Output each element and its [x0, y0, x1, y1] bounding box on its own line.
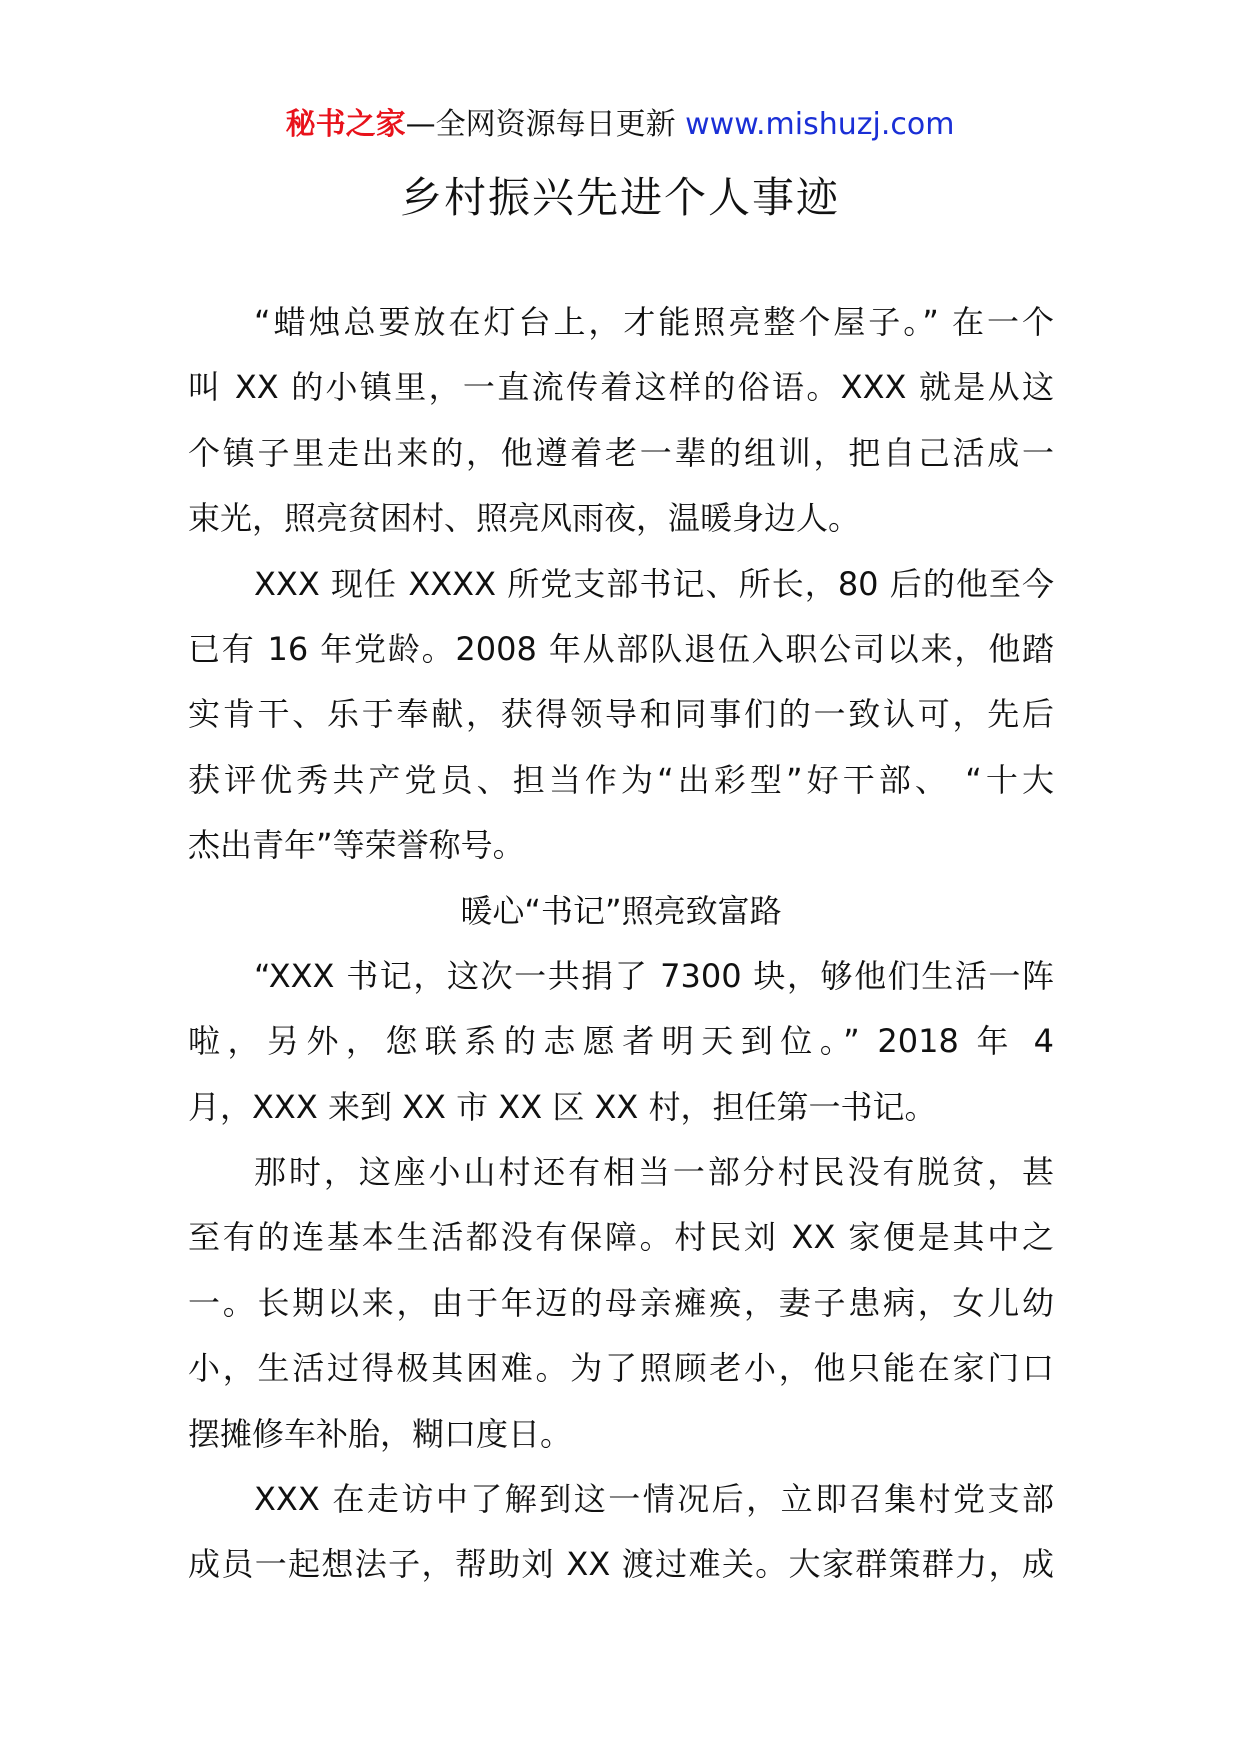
paragraph-line: 获评优秀共产党员、担当作为“出彩型”好干部、 “十大 — [188, 760, 1054, 799]
document-body — [188, 290, 1054, 1598]
paragraph-line: 一。长期以来，由于年迈的母亲瘫痪，妻子患病，女儿幼 — [188, 1283, 1054, 1322]
paragraph-line: “蜡烛总要放在灯台上，才能照亮整个屋子。” 在一个 — [254, 303, 1054, 341]
paragraph-line: XXX 在走访中了解到这一情况后，立即召集村党支部 — [254, 1480, 1054, 1519]
paragraph-line: 那时，这座小山村还有相当一部分村民没有脱贫，甚 — [254, 1153, 1054, 1192]
website-url: www.mishuzj.com — [685, 107, 955, 142]
paragraph-line: 个镇子里走出来的，他遵着老一辈的组训，把自己活成一 — [188, 433, 1054, 472]
section-heading: 暖心“书记”照亮致富路 — [460, 891, 782, 930]
paragraph-line: 月，XXX 来到 XX 市 XX 区 XX 村，担任第一书记。 — [188, 1087, 937, 1126]
paragraph-line: 小，生活过得极其困难。为了照顾老小，他只能在家门口 — [188, 1349, 1054, 1388]
paragraph-line: “XXX 书记，这次一共捐了 7300 块，够他们生活一阵 — [254, 956, 1054, 995]
document-title: 乡村振兴先进个人事迹 — [399, 173, 840, 222]
paragraph-line: XXX 现任 XXXX 所党支部书记、所长，80 后的他至今 — [254, 564, 1054, 603]
paragraph-line: 至有的连基本生活都没有保障。村民刘 XX 家便是其中之 — [188, 1218, 1054, 1257]
paragraph-line: 啦，另外，您联系的志愿者明天到位。” 2018 年 4 — [188, 1022, 1054, 1061]
paragraph-line: 成员一起想法子，帮助刘 XX 渡过难关。大家群策群力，成 — [188, 1545, 1054, 1584]
paragraph-line: 束光，照亮贫困村、照亮风雨夜，温暖身边人。 — [188, 499, 861, 538]
paragraph-line: 杰出青年”等荣誉称号。 — [188, 826, 525, 865]
paragraph-line: 摆摊修车补胎，糊口度日。 — [188, 1414, 573, 1453]
site-header — [0, 102, 1240, 148]
brand-name: 秘书之家 — [285, 107, 406, 142]
paragraph-line: 实肯干、乐于奉献，获得领导和同事们的一致认可，先后 — [188, 695, 1054, 734]
paragraph-line: 已有 16 年党龄。2008 年从部队退伍入职公司以来，他踏 — [188, 629, 1054, 668]
header-slogan: —全网资源每日更新 — [405, 107, 686, 142]
paragraph-line: 叫 XX 的小镇里，一直流传着这样的俗语。XXX 就是从这 — [188, 368, 1054, 407]
